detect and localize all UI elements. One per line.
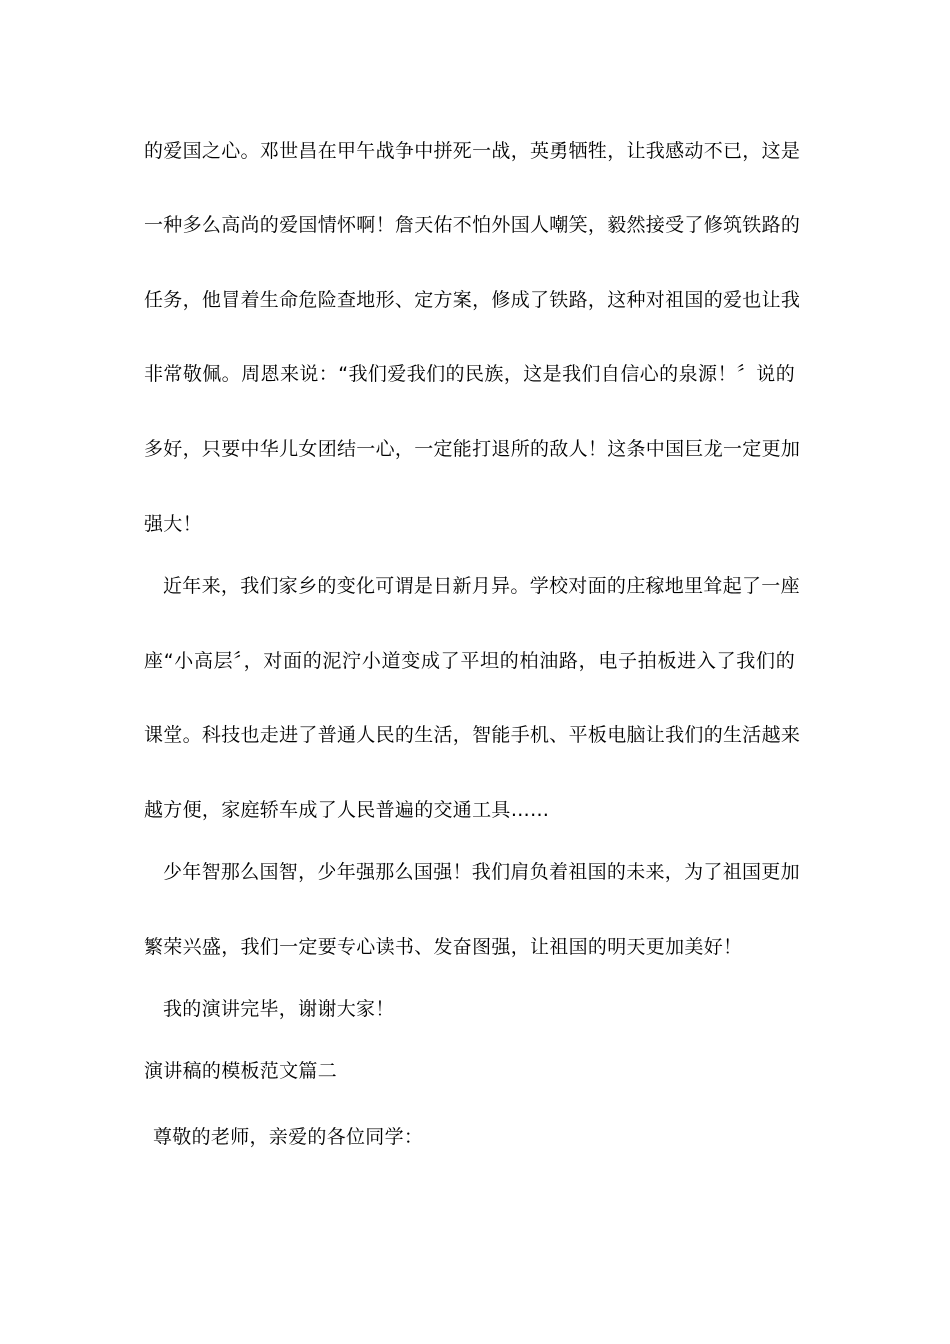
- paragraph-1-line-3: 任务，他冒着生命危险查地形、定方案，修成了铁路，这种对祖国的爱也让我: [144, 289, 801, 311]
- closing-line: 我的演讲完毕，谢谢大家！: [163, 998, 395, 1020]
- paragraph-2-line-2: 座“小高层〞，对面的泥泞小道变成了平坦的柏油路，电子拍板进入了我们的: [144, 650, 795, 672]
- paragraph-2-line-4: 越方便，家庭轿车成了人民普遍的交通工具……: [144, 799, 550, 821]
- paragraph-2-line-3: 课堂。科技也走进了普通人民的生活，智能手机、平板电脑让我们的生活越来: [144, 724, 801, 746]
- paragraph-1-line-6: 强大！: [144, 513, 202, 535]
- paragraph-1-line-1: 的爱国之心。邓世昌在甲午战争中拼死一战，英勇牺牲，让我感动不已，这是: [144, 140, 801, 162]
- section-title: 演讲稿的模板范文篇二: [144, 1060, 338, 1082]
- salutation: 尊敬的老师，亲爱的各位同学：: [153, 1126, 424, 1148]
- paragraph-1-line-5: 多好，只要中华儿女团结一心，一定能打退所的敌人！这条中国巨龙一定更加: [144, 438, 801, 460]
- paragraph-3-line-2: 繁荣兴盛，我们一定要专心读书、发奋图强，让祖国的明天更加美好！: [144, 936, 743, 958]
- paragraph-2-line-1: 近年来，我们家乡的变化可谓是日新月异。学校对面的庄稼地里耸起了一座: [163, 575, 800, 597]
- paragraph-3-line-1: 少年智那么国智，少年强那么国强！我们肩负着祖国的未来，为了祖国更加: [163, 861, 800, 883]
- paragraph-1-line-2: 一种多么高尚的爱国情怀啊！詹天佑不怕外国人嘲笑，毅然接受了修筑铁路的: [144, 214, 801, 236]
- paragraph-1-line-4: 非常敬佩。周恩来说：“我们爱我们的民族，这是我们自信心的泉源！〞说的: [144, 363, 795, 385]
